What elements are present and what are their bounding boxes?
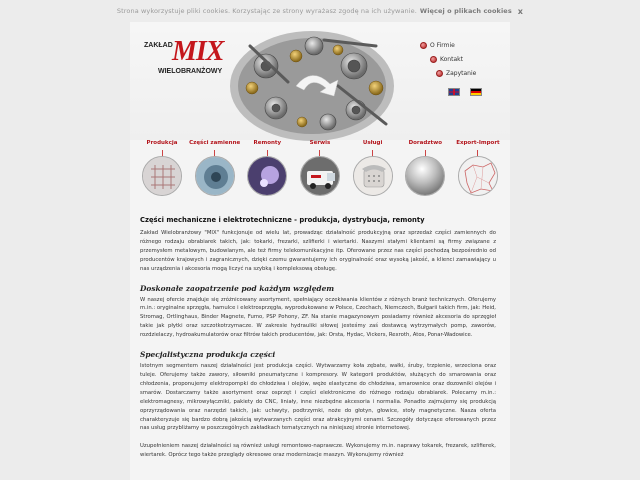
logo-line1: ZAKŁAD — [144, 42, 173, 49]
category-czesci-zamienne[interactable] — [189, 140, 241, 216]
language-switcher — [448, 88, 482, 96]
remonty-image — [247, 156, 287, 196]
category-produkcja[interactable] — [136, 140, 188, 216]
intro-paragraph: Zakład Wielobranżowy "MIX" funkcjonuje od wielu lat, prowadząc działalność produkcyjną oraz sprzedaż części zamiennych do różnego rodzaju obrabiarek takich, jak: tokarki, frezarki, szlifierki i wiertarki. Naszymi stałymi klientami są firmy związane z przemysłem metalowym, budowlanym, ale też firmy telekomunikacyjne itp. Oferowane przez nas części pochodzą bezpośrednio od producentów krajowych i zagranicznych, dzięki czemu gwarantujemy ich oryginalność oraz wysoką jakość, a klienci zamawiający u nas urządzenia i akcesoria mogą liczyć na szybką i kompleksową obsługę. — [140, 230, 496, 272]
german-flag-icon[interactable] — [470, 88, 482, 96]
zaopatrzenie-paragraph: W naszej ofercie znajduje się zróżnicowany asortyment, spełniający oczekiwania klientów z różnych branż technicznych. Oferujemy m.in.: oryginalne sprzęgła, hamulce i elektrosprzęgła, wyprodukowane w Polsce, Czechach, Niemczech, Bułgarii takich firm, jak: Heid, Stromag, Ortlinghaus, Binder Magnete, Fumo, PSP Pohony, ZF. Na stanie magazynowym posiadamy również akcesoria do sprzęgieł takie jak płytki oraz szczotkotrzymacze. W zakresie hydrauliki siłowej jesteśmy zaś dostawcą wytrzymałych pomp, zaworów, rozdzielaczy, hydroakumulatorów oraz filtrów takich producentów, jak: Orsta, Hydac, Vickers, Rexroth, Atos, Ponar-Wadowice. — [140, 296, 496, 339]
hero-parts-image — [226, 26, 402, 142]
category-serwis[interactable] — [294, 140, 346, 216]
remonty-paragraph: Uzupełnieniem naszej działalności są również usługi remontowo-naprawcze. Wykonujemy m.in. naprawy tokarek, frezarek, szlifierek, wiertarek. Oprócz tego także przeglądy okresowe oraz modernizacje maszyn. Wykonujemy również — [140, 443, 496, 459]
nav-zapytanie-label: Zapytanie — [446, 69, 477, 77]
nav-kontakt-label: Kontakt — [440, 55, 463, 63]
bullet-icon — [420, 42, 427, 49]
category-export-import[interactable] — [452, 140, 504, 216]
category-label: Usługi — [362, 140, 383, 146]
page-panel — [130, 22, 510, 480]
bullet-icon — [430, 56, 437, 63]
logo-brand: MIX — [172, 36, 224, 67]
category-label: Remonty — [253, 140, 282, 146]
produkcja-image — [142, 156, 182, 196]
cookie-close-button[interactable]: x — [517, 6, 524, 16]
category-doradztwo[interactable] — [399, 140, 451, 216]
page-title: Części mechaniczne i elektrotechniczne - produkcja, dystrybucja, remonty — [140, 216, 425, 224]
produkcja-paragraph: Istotnym segmentem naszej działalności jest produkcja części. Wytwarzamy koła zębate, wałki, śruby, trzpienie, wrzeciona oraz tuleje. Oferujemy także zawory, siłowniki pneumatyczne i kompresory. W kategorii produktów, służących do smarowania oraz chłodzenia, proponujemy elektropompki do chłodziwa i olejów, węże elastyczne do chłodziwa, smarownice oraz dozowniki olejów i smarów. Dostarczamy także asortyment oraz osprzęt i części elektroniczne do różnego rodzaju obrabiarek. Polecamy m.in.: elektromagnesy, mikrowyłączniki, pakiety do CNC, liniały, inne niezbędne akcesoria i normalia. Ponadto zajmujemy się produkcją oprzyrządowania oraz narzędzi takich, jak: uchwyty, podtrzymki, noże do głotyn, głowice, stoły magnetyczne. Nasza oferta charakteryzuje się bardzo dobrą jakością wytwarzanych części oraz atrakcyjnymi cenami. Szczegóły dotyczące oferowanych przez nas usług przybliżamy w poszczególnych zakładkach tematycznych na niniejszej stronie internetowej. — [140, 363, 496, 432]
cookie-bar — [0, 0, 640, 22]
category-label: Części zamienne — [189, 140, 241, 146]
section-heading-zaopatrzenie: Doskonałe zaopatrzenie pod każdym względem — [140, 283, 335, 293]
category-remonty[interactable] — [241, 140, 293, 216]
bullet-icon — [436, 70, 443, 77]
nav-kontakt[interactable] — [430, 52, 476, 66]
category-label: Export-Import — [456, 140, 500, 146]
header — [130, 22, 510, 140]
category-menu — [136, 140, 504, 216]
doradztwo-image — [405, 156, 445, 196]
main-content — [140, 216, 496, 460]
category-uslugi[interactable] — [347, 140, 399, 216]
nav-o-firmie-label: O Firmie — [430, 41, 455, 49]
category-label: Serwis — [309, 140, 331, 146]
english-flag-icon[interactable] — [448, 88, 460, 96]
serwis-van-image — [300, 156, 340, 196]
nav-o-firmie[interactable] — [420, 38, 476, 52]
section-heading-produkcja: Specjalistyczna produkcja części — [140, 350, 276, 360]
top-navigation — [420, 38, 476, 80]
nav-zapytanie[interactable] — [436, 66, 476, 80]
cookie-text: Strona wykorzystuje pliki cookies. Korzystając ze strony wyrażasz zgodę na ich używanie. — [116, 7, 417, 15]
czesci-zamienne-image — [195, 156, 235, 196]
export-import-map-image — [458, 156, 498, 196]
uslugi-phone-image — [353, 156, 393, 196]
category-label: Produkcja — [146, 140, 178, 146]
cookie-more-link[interactable]: Więcej o plikach cookies — [419, 7, 512, 15]
category-label: Doradztwo — [408, 140, 442, 146]
logo-line2: WIELOBRANŻOWY — [158, 68, 223, 75]
